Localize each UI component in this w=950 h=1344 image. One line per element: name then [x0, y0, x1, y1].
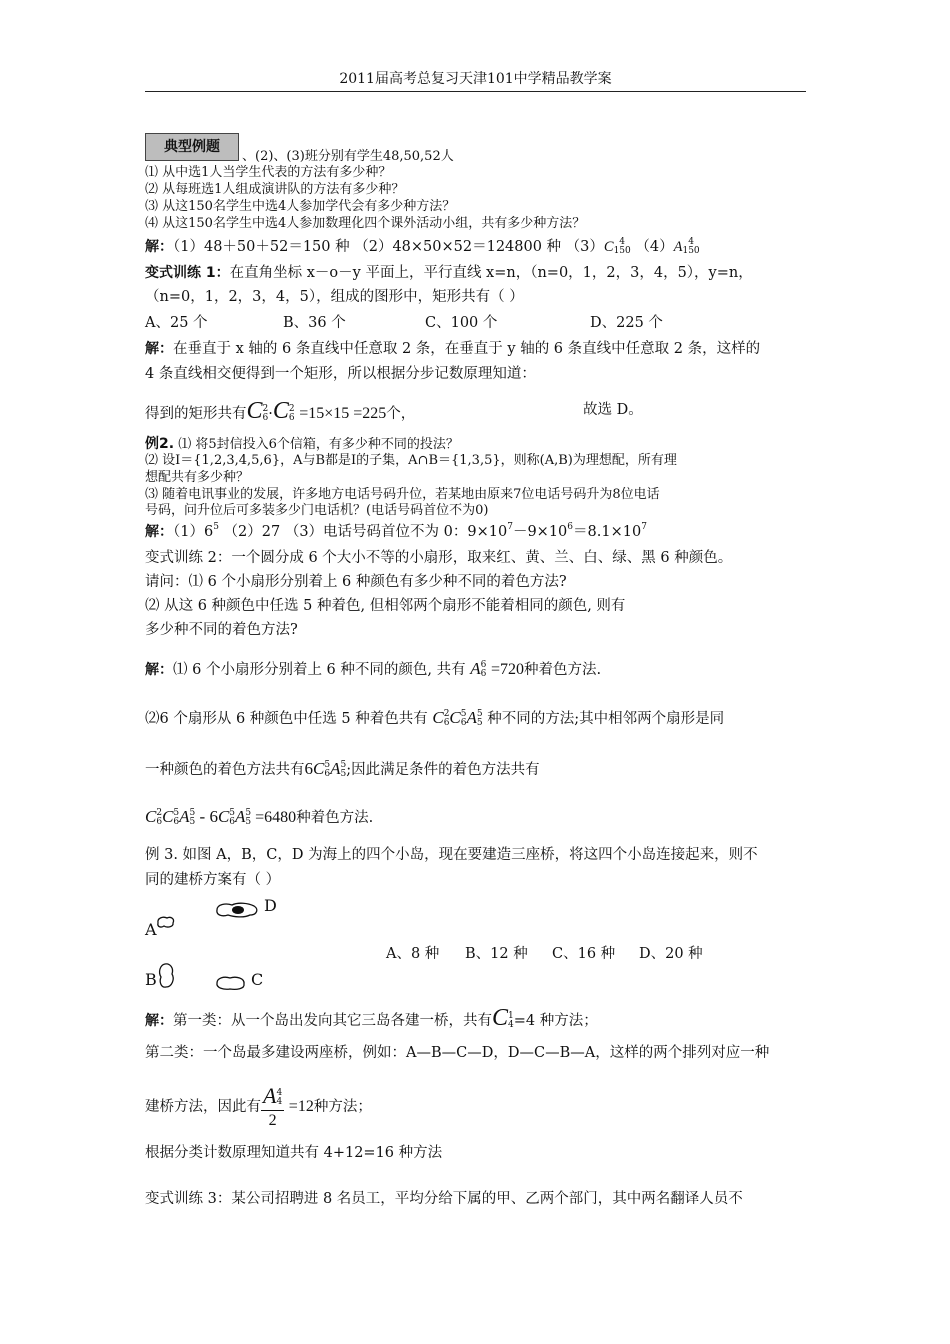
- math-c: C: [449, 708, 461, 727]
- solution-text: 种方法；: [313, 1099, 372, 1115]
- example3-solution-line3: [145, 1079, 372, 1135]
- solution-text: 得到的矩形共有: [145, 406, 247, 422]
- example2-q3b: 号码，问升位后可多装多少门电话机？(电话号码首位不为0): [145, 503, 489, 518]
- example1-q3: ⑶ 从这150名学生中选4人参加学代会有多少种方法？: [145, 199, 456, 214]
- solution-text: （1）48＋50＋52＝150 种 （2）48×50×52＝124800 种 （3）: [173, 239, 604, 255]
- math-c: C: [162, 807, 174, 826]
- math-sup: 5: [213, 522, 219, 532]
- example2-q1-text: ⑴ 将5封信投入6个信箱，有多少种不同的投法？: [174, 437, 459, 452]
- island-b-label: B: [145, 970, 157, 989]
- math-fraction: [261, 1082, 284, 1132]
- solution-text: ⑵6 个扇形从 6 种颜色中任选 5 种着色共有: [145, 711, 428, 727]
- math-a: A: [235, 807, 246, 826]
- example2-solution: [145, 524, 647, 543]
- section-label: 典型例题: [145, 133, 239, 161]
- solution-label: 解：: [145, 524, 173, 540]
- variant1-option-d: D、225 个: [590, 315, 663, 331]
- math-sub: 5: [189, 817, 196, 827]
- solution-text: 一种颜色的着色方法共有: [145, 762, 305, 778]
- math-sup: 2: [156, 808, 163, 818]
- math-sup: 4: [619, 237, 626, 247]
- page-header: 2011届高考总复习天津101中学精品教学案: [145, 68, 806, 92]
- solution-text-4: （4）: [630, 239, 674, 255]
- math-sup: 1: [508, 1011, 514, 1021]
- math-sub: 6: [460, 718, 467, 728]
- island-b-shape: [157, 962, 177, 990]
- island-c-label: C: [251, 970, 264, 989]
- example3-option-b: B、12 种: [465, 946, 528, 962]
- example3-option-c: C、16 种: [552, 946, 616, 962]
- example3-solution-line1: [145, 1003, 598, 1033]
- math-c: C: [313, 759, 325, 778]
- math-a: A: [330, 759, 341, 778]
- solution-text: ⑴ 6 个小扇形分别着上 6 种不同的颜色, 共有: [173, 662, 466, 678]
- math-c: C: [272, 398, 289, 424]
- math-sub: 6: [443, 718, 450, 728]
- solution-text: 第一类：从一个岛出发向其它三岛各建一桥，共有: [173, 1013, 492, 1029]
- solution-text: ;因此满足条件的着色方法共有: [346, 762, 540, 778]
- math-sub: 150: [613, 246, 631, 256]
- island-a-label: A: [145, 920, 157, 939]
- example2-label: 例2.: [145, 436, 175, 452]
- math-sup: 5: [189, 808, 196, 818]
- solution-text: 建桥方法，因此有: [145, 1099, 261, 1115]
- math-c: C: [246, 398, 263, 424]
- math-dot: ·: [268, 406, 273, 422]
- math-sup: 7: [507, 522, 513, 532]
- solution-text: （1）6: [173, 524, 214, 540]
- math-sup: 4: [688, 237, 694, 247]
- variant2-line2: 请问：⑴ 6 个小扇形分别着上 6 种颜色有多少种不同的着色方法?: [145, 574, 567, 590]
- example3-line2: 同的建桥方案有（ ）: [145, 872, 281, 888]
- example1-q4: ⑷ 从这150名学生中选4人参加数理化四个课外活动小组，共有多少种方法？: [145, 216, 586, 231]
- island-a-shape: [155, 914, 177, 930]
- variant1-line2: （n=0，1，2，3，4，5），组成的图形中，矩形共有（ ）: [145, 289, 524, 305]
- math-sup: 5: [229, 808, 236, 818]
- math-sub: 5: [476, 718, 483, 728]
- math-sub: 5: [245, 817, 252, 827]
- solution-unit: 个，: [386, 406, 416, 422]
- example2-q2b: 想配共有多少种？: [145, 470, 250, 485]
- solution-text: （2）27 （3）电话号码首位不为 0：9×10: [218, 524, 508, 540]
- variant1-option-a: A、25 个: [145, 315, 208, 331]
- solution-text: 种着色方法.: [296, 810, 374, 826]
- variant2-solution-line1: [145, 655, 601, 683]
- variant1-label: 变式训练 1：: [145, 265, 230, 281]
- math-a: A: [263, 1082, 277, 1108]
- math-a: A: [470, 659, 481, 678]
- solution-label: 解：: [145, 341, 173, 357]
- math-equation: =12: [288, 1098, 314, 1115]
- math-equation: =6480: [251, 809, 297, 826]
- variant2-solution-line4: [145, 803, 373, 831]
- math-sup: 6: [567, 522, 574, 532]
- variant2-line1: 变式训练 2：一个圆分成 6 个大小不等的小扇形，取来红、黄、兰、白、绿、黑 6 种颜色。: [145, 550, 733, 566]
- variant1-line1: [145, 265, 753, 282]
- math-sup: 5: [340, 760, 347, 770]
- example3-solution-line4: 根据分类计数原理知道共有 4+12=16 种方法: [145, 1145, 443, 1161]
- math-sup: 5: [324, 760, 331, 770]
- example3-option-d: D、20 种: [639, 946, 703, 962]
- math-sup: 5: [460, 709, 467, 719]
- island-d-shape: [214, 900, 260, 920]
- math-sup: 4: [276, 1088, 283, 1099]
- example2-q1: [145, 436, 459, 453]
- math-sub: 5: [340, 769, 347, 779]
- math-sub: 6: [324, 769, 331, 779]
- solution-text: ＝8.1×10: [573, 524, 642, 540]
- example3-line1: 例 3. 如图 A，B，C，D 为海上的四个小岛，现在要建造三座桥，将这四个小岛连接起来，则不: [145, 847, 758, 863]
- variant2-solution-line3: [145, 755, 540, 783]
- math-a: A: [179, 807, 190, 826]
- math-operator: - 6: [195, 807, 218, 826]
- variant1-option-b: B、36 个: [283, 315, 346, 331]
- solution-text: 种不同的方法;其中相邻两个扇形是同: [487, 711, 725, 727]
- math-sup: 2: [288, 404, 295, 414]
- solution-text: =4 种方法；: [513, 1013, 598, 1029]
- math-sup: 6: [480, 660, 487, 670]
- example1-q2: ⑵ 从每班选1人组成演讲队的方法有多少种？: [145, 182, 405, 197]
- math-equation: =720: [490, 661, 524, 678]
- math-c: C: [492, 1005, 509, 1031]
- math-sup: 2: [262, 404, 269, 414]
- example1-q1: ⑴ 从中选1人当学生代表的方法有多少种？: [145, 165, 392, 180]
- math-c: C: [603, 239, 614, 255]
- math-coefficient: 6: [304, 759, 313, 778]
- math-sub: 6: [480, 669, 487, 679]
- solution-label: 解：: [145, 239, 173, 255]
- math-sup: 2: [443, 709, 450, 719]
- variant1-option-c: C、100 个: [425, 315, 498, 331]
- math-sub: 4: [508, 1020, 514, 1030]
- math-sub: 150: [682, 246, 700, 256]
- math-sup: 5: [245, 808, 252, 818]
- variant2-solution-line2: [145, 704, 724, 732]
- variant1-text: 在直角坐标 x－o－y 平面上，平行直线 x=n，（n=0，1，2，3，4，5），y=n，: [229, 265, 753, 281]
- math-sup: 5: [173, 808, 180, 818]
- variant2-line3: ⑵ 从这 6 种颜色中任选 5 种着色, 但相邻两个扇形不能着相同的颜色, 则有: [145, 598, 626, 614]
- math-sup: 7: [641, 522, 647, 532]
- example2-q2a: ⑵ 设I＝{1,2,3,4,5,6}，A与B都是I的子集，A∩B＝{1,3,5}，则称(A,B)为理想配，所有理: [145, 453, 677, 468]
- variant1-solution-line1: [145, 341, 760, 358]
- solution-text: 在垂直于 x 轴的 6 条直线中任意取 2 条，在垂直于 y 轴的 6 条直线中任意取 2 条，这样的: [173, 341, 761, 357]
- math-sub: 6: [173, 817, 180, 827]
- solution-label: 解：: [145, 1013, 173, 1029]
- math-a: A: [466, 708, 477, 727]
- math-sub: 6: [262, 413, 269, 423]
- math-sup: 5: [476, 709, 483, 719]
- variant1-solution-line3: [145, 394, 415, 428]
- island-c-shape: [214, 974, 248, 992]
- math-a: A: [673, 239, 683, 255]
- solution-text: 种着色方法.: [523, 662, 602, 678]
- math-sub: 6: [156, 817, 163, 827]
- example3-solution-line2: 第二类：一个岛最多建设两座桥，例如：A—B—C—D，D—C—B—A，这样的两个排列对应一种: [145, 1045, 770, 1061]
- variant1-answer: 故选 D。: [583, 402, 643, 418]
- variant2-line4: 多少种不同的着色方法?: [145, 622, 298, 638]
- variant1-solution-line2: 4 条直线相交便得到一个矩形，所以根据分步记数原理知道：: [145, 366, 536, 382]
- math-sub: 6: [229, 817, 236, 827]
- math-c: C: [217, 807, 230, 826]
- math-sub: 6: [288, 413, 295, 423]
- island-d-label: D: [264, 896, 277, 915]
- math-c: C: [145, 807, 157, 826]
- variant3-line1: 变式训练 3：某公司招聘进 8 名员工，平均分给下属的甲、乙两个部门，其中两名翻译人员不: [145, 1191, 743, 1207]
- solution-text: －9×10: [512, 524, 568, 540]
- example2-q3a: ⑶ 随着电讯事业的发展，许多地方电话号码升位，若某地由原来7位电话号码升为8位电话: [145, 487, 660, 502]
- math-sub: 4: [276, 1097, 283, 1108]
- math-denominator: 2: [268, 1112, 277, 1130]
- solution-label: 解：: [145, 662, 173, 678]
- example1-intro: 、(2)、(3)班分别有学生48,50,52人: [242, 149, 454, 164]
- math-c: C: [432, 708, 444, 727]
- example1-solution: [145, 238, 700, 256]
- example3-option-a: A、8 种: [386, 946, 440, 962]
- math-equation: =15×15 =225: [299, 405, 387, 422]
